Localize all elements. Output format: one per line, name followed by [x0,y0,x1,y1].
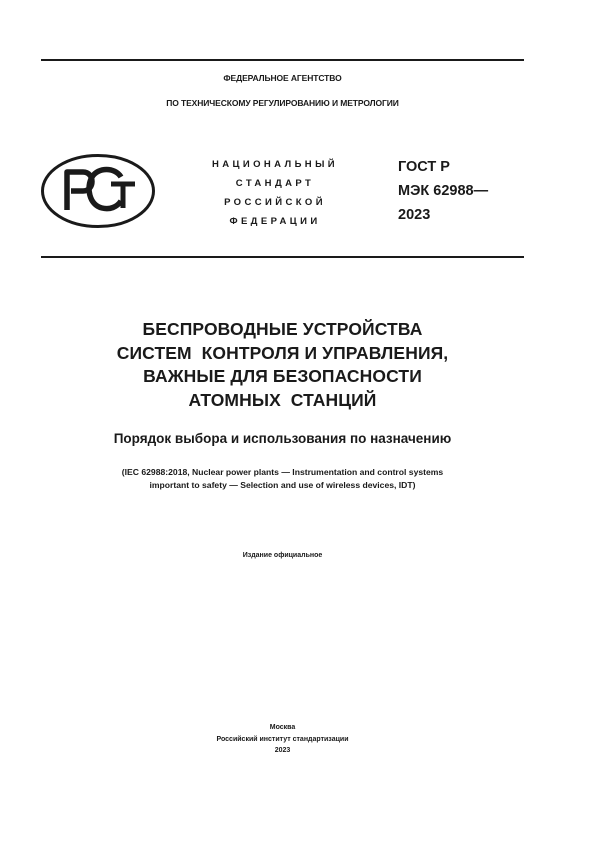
national-standard-line: НАЦИОНАЛЬНЫЙ [212,159,338,170]
imprint-year: 2023 [274,747,291,754]
national-standard-line: ФЕДЕРАЦИИ [229,216,321,227]
title-line: АТОМНЫХ СТАНЦИЙ [188,389,377,410]
title-line: БЕСПРОВОДНЫЕ УСТРОЙСТВА [142,319,423,339]
national-standard-label [190,155,360,231]
national-standard-line: СТАНДАРТ [235,178,315,189]
national-standard-line: РОССИЙСКОЙ [224,197,326,208]
agency-name-line2: ПО ТЕХНИЧЕСКОМУ РЕГУЛИРОВАНИЮ И МЕТРОЛОГИИ [166,98,399,108]
imprint-city: Москва [269,724,296,731]
edition-note: Издание официальное [242,552,323,559]
iec-reference-line1: (IEC 62988:2018, Nuclear power plants — Instrumentation and control systems [121,467,444,477]
iec-reference-line2: important to safety — Selection and use of wireless devices, IDT) [149,480,416,490]
imprint [41,722,524,757]
designation-line3: 2023 [398,207,431,223]
title-line: ВАЖНЫЕ ДЛЯ БЕЗОПАСНОСТИ [143,366,422,386]
iec-reference [41,466,524,492]
rst-certification-mark-icon [40,153,156,229]
top-rule [41,59,524,61]
designation-line2: МЭК 62988— [398,183,489,199]
document-title [41,318,524,412]
standard-designation [398,155,528,227]
title-line: СИСТЕМ КОНТРОЛЯ И УПРАВЛЕНИЯ, [116,342,449,363]
imprint-publisher: Российский институт стандартизации [216,735,349,743]
designation-line1: ГОСТ Р [398,159,450,175]
header-bottom-rule [41,256,524,258]
agency-name-line1: ФЕДЕРАЛЬНОЕ АГЕНТСТВО [223,73,342,83]
document-subtitle: Порядок выбора и использования по назначению [113,431,452,446]
